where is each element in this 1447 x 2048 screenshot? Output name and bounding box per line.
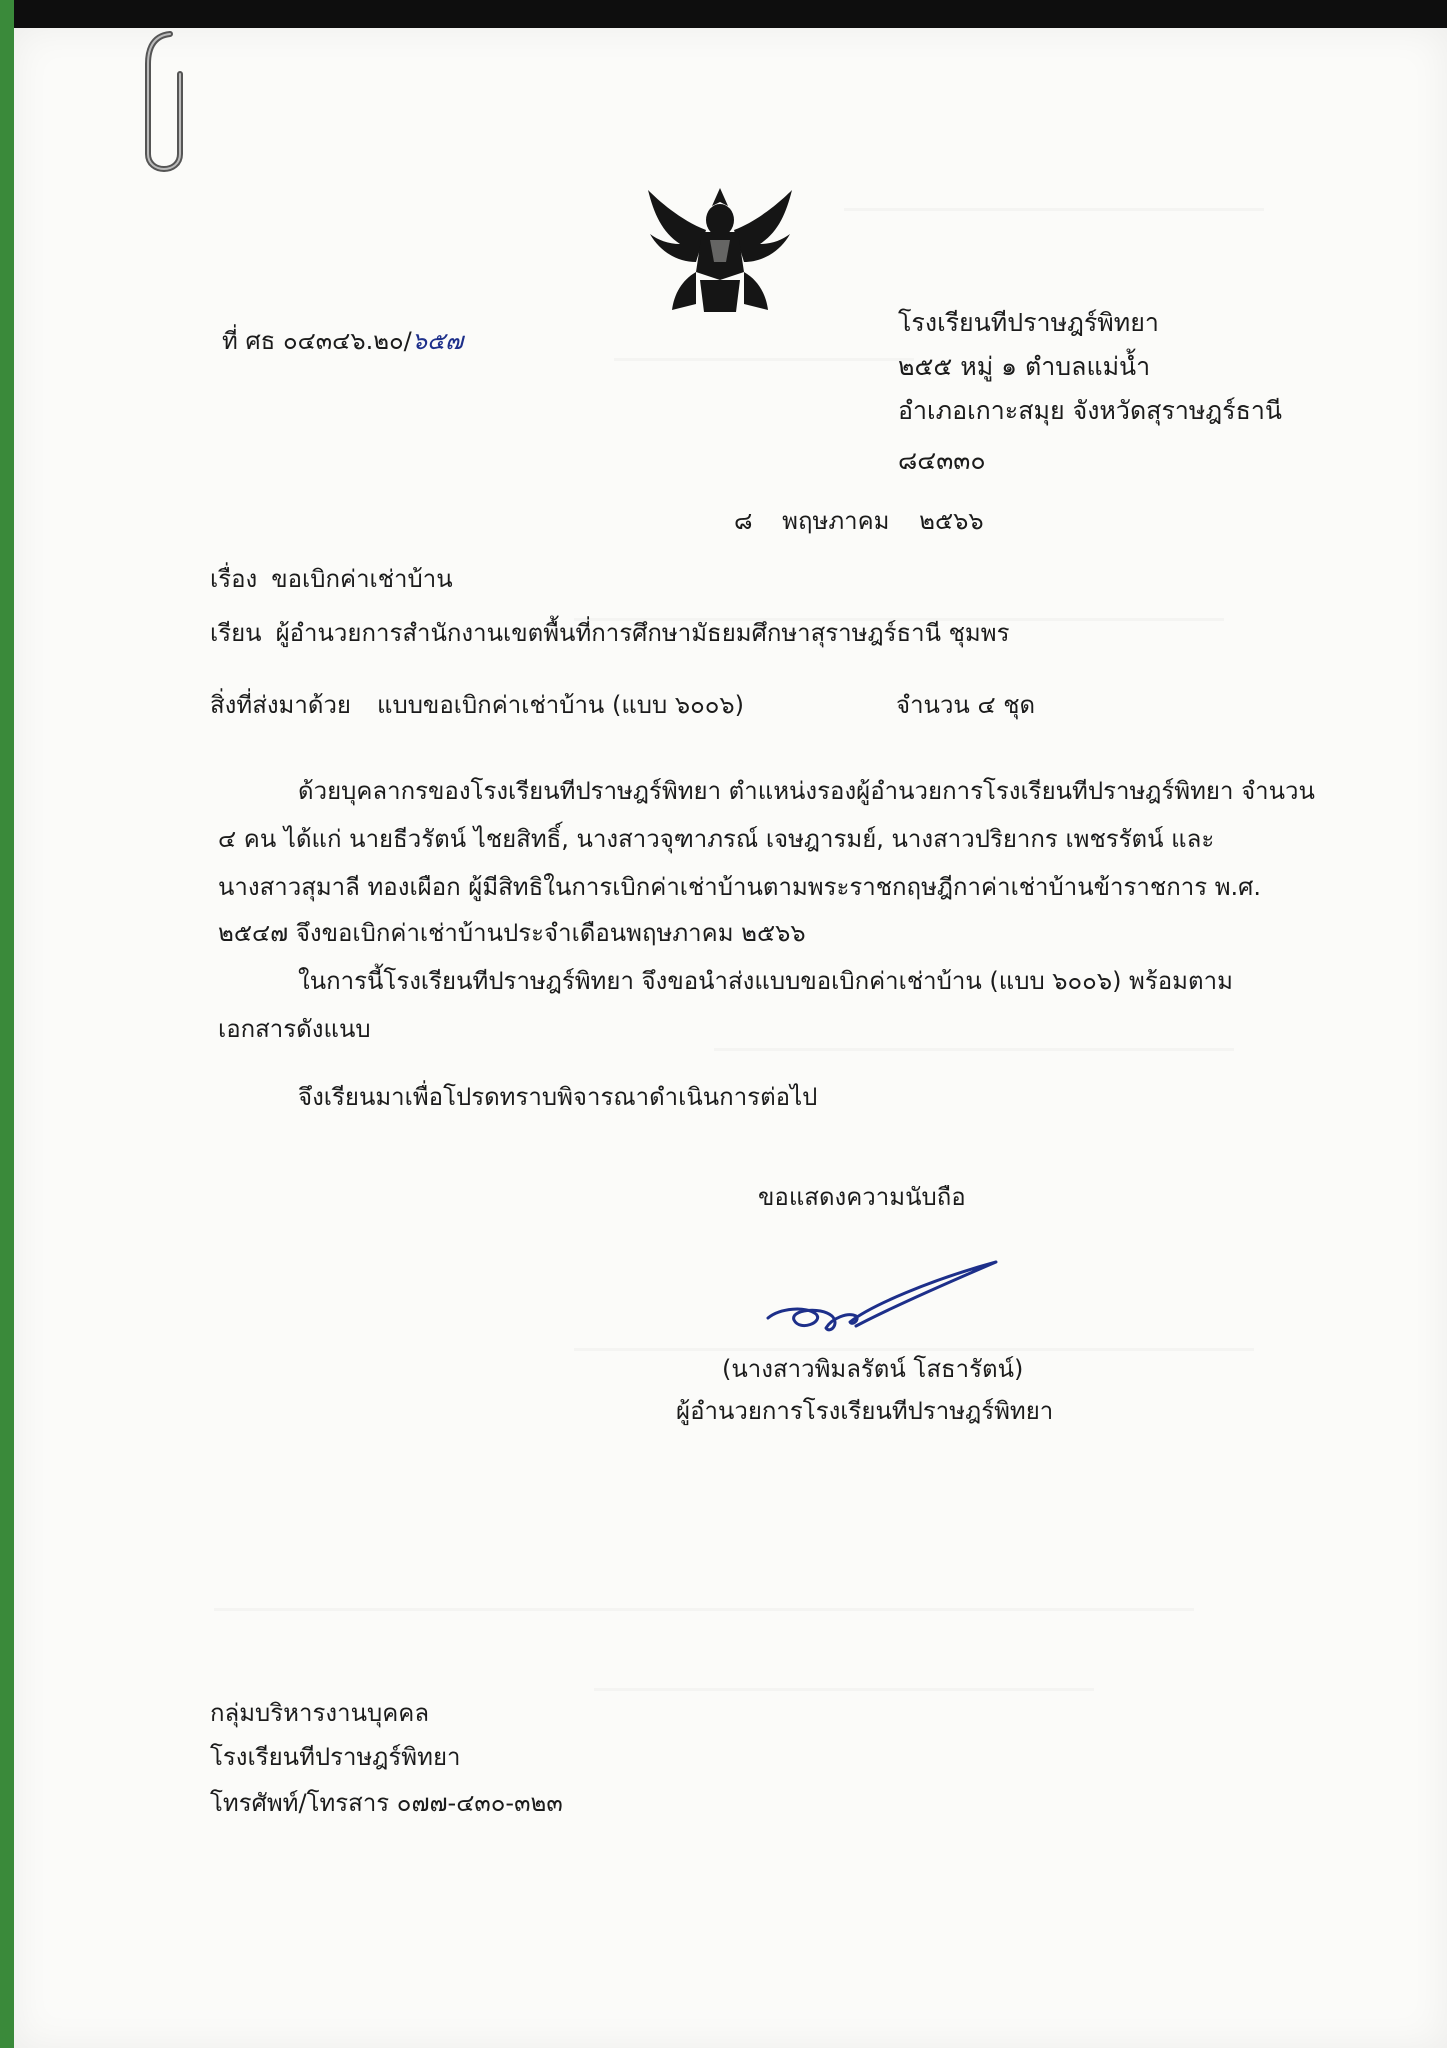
- subject-label: เรื่อง: [210, 565, 258, 593]
- footer-department: กลุ่มบริหารงานบุคคล: [210, 1699, 430, 1727]
- body-line: ด้วยบุคลากรของโรงเรียนทีปราษฎร์พิทยา ตำแหน่งรองผู้อำนวยการโรงเรียนทีปราษฎร์พิทยา จำนวน: [298, 777, 1315, 805]
- sender-address-line: อำเภอเกาะสมุย จังหวัดสุราษฎร์ธานี: [898, 396, 1282, 425]
- reference-label: ที่ ศธ ๐๔๓๔๖.๒๐/: [222, 327, 412, 355]
- enclosure-count: จำนวน ๔ ชุด: [896, 691, 1036, 719]
- subject-text: ขอเบิกค่าเช่าบ้าน: [271, 565, 453, 593]
- sender-postal-code: ๘๔๓๓๐: [898, 446, 986, 475]
- body-line: ในการนี้โรงเรียนทีปราษฎร์พิทยา จึงขอนำส่งแบบขอเบิกค่าเช่าบ้าน (แบบ ๖๐๐๖) พร้อมตาม: [298, 967, 1233, 995]
- recipient-text: ผู้อำนวยการสำนักงานเขตพื้นที่การศึกษามัธยมศึกษาสุราษฎร์ธานี ชุมพร: [275, 619, 1010, 647]
- footer-school: โรงเรียนทีปราษฎร์พิทยา: [210, 1743, 461, 1771]
- enclosure-label: สิ่งที่ส่งมาด้วย: [210, 691, 351, 719]
- signer-name: (นางสาวพิมลรัตน์ โสธารัตน์): [722, 1355, 1024, 1383]
- show-through-line: [714, 1048, 1234, 1051]
- paper-clip-icon: [140, 24, 210, 184]
- recipient-line: [210, 618, 1009, 648]
- subject-line: [210, 564, 453, 594]
- body-line: เอกสารดังแนบ: [218, 1015, 371, 1043]
- show-through-line: [614, 358, 914, 361]
- recipient-label: เรียน: [210, 619, 262, 647]
- show-through-line: [844, 208, 1264, 211]
- enclosure-text: แบบขอเบิกค่าเช่าบ้าน (แบบ ๖๐๐๖): [376, 691, 745, 719]
- show-through-line: [594, 1688, 1094, 1691]
- reference-number: [222, 326, 463, 356]
- date-year: ๒๕๖๖: [919, 507, 984, 535]
- letter-date: [734, 506, 1006, 536]
- handwritten-reference-number: ๖๕๗: [411, 327, 464, 355]
- signer-title: ผู้อำนวยการโรงเรียนทีปราษฎร์พิทยา: [676, 1397, 1054, 1425]
- body-line: จึงเรียนมาเพื่อโปรดทราบพิจารณาดำเนินการต่อไป: [298, 1083, 818, 1111]
- body-line: ๔ คน ได้แก่ นายธีวรัตน์ ไชยสิทธิ์, นางสาวจุฑาภรณ์ เจษฎารมย์, นางสาวปริยากร เพชรรัตน์ และ: [218, 825, 1215, 853]
- sender-address-line: ๒๕๕ หมู่ ๑ ตำบลแม่น้ำ: [898, 352, 1151, 381]
- date-day: ๘: [734, 507, 753, 535]
- date-month: พฤษภาคม: [782, 507, 890, 535]
- handwritten-signature-icon: [760, 1256, 1020, 1346]
- footer-phone: โทรศัพท์/โทรสาร ๐๗๗-๔๓๐-๓๒๓: [210, 1789, 563, 1817]
- show-through-line: [574, 1348, 1254, 1351]
- sender-school-name: โรงเรียนทีปราษฎร์พิทยา: [898, 308, 1159, 337]
- show-through-line: [214, 1608, 1194, 1611]
- scan-left-edge: [0, 0, 14, 2048]
- enclosure-line: [210, 690, 744, 720]
- body-line: ๒๕๔๗ จึงขอเบิกค่าเช่าบ้านประจำเดือนพฤษภาคม ๒๕๖๖: [218, 919, 806, 947]
- garuda-emblem-icon: [640, 180, 800, 320]
- closing-phrase: ขอแสดงความนับถือ: [758, 1183, 966, 1211]
- body-line: นางสาวสุมาลี ทองเผือก ผู้มีสิทธิในการเบิกค่าเช่าบ้านตามพระราชกฤษฎีกาค่าเช่าบ้านข้าราชการ พ.ศ.: [218, 873, 1262, 901]
